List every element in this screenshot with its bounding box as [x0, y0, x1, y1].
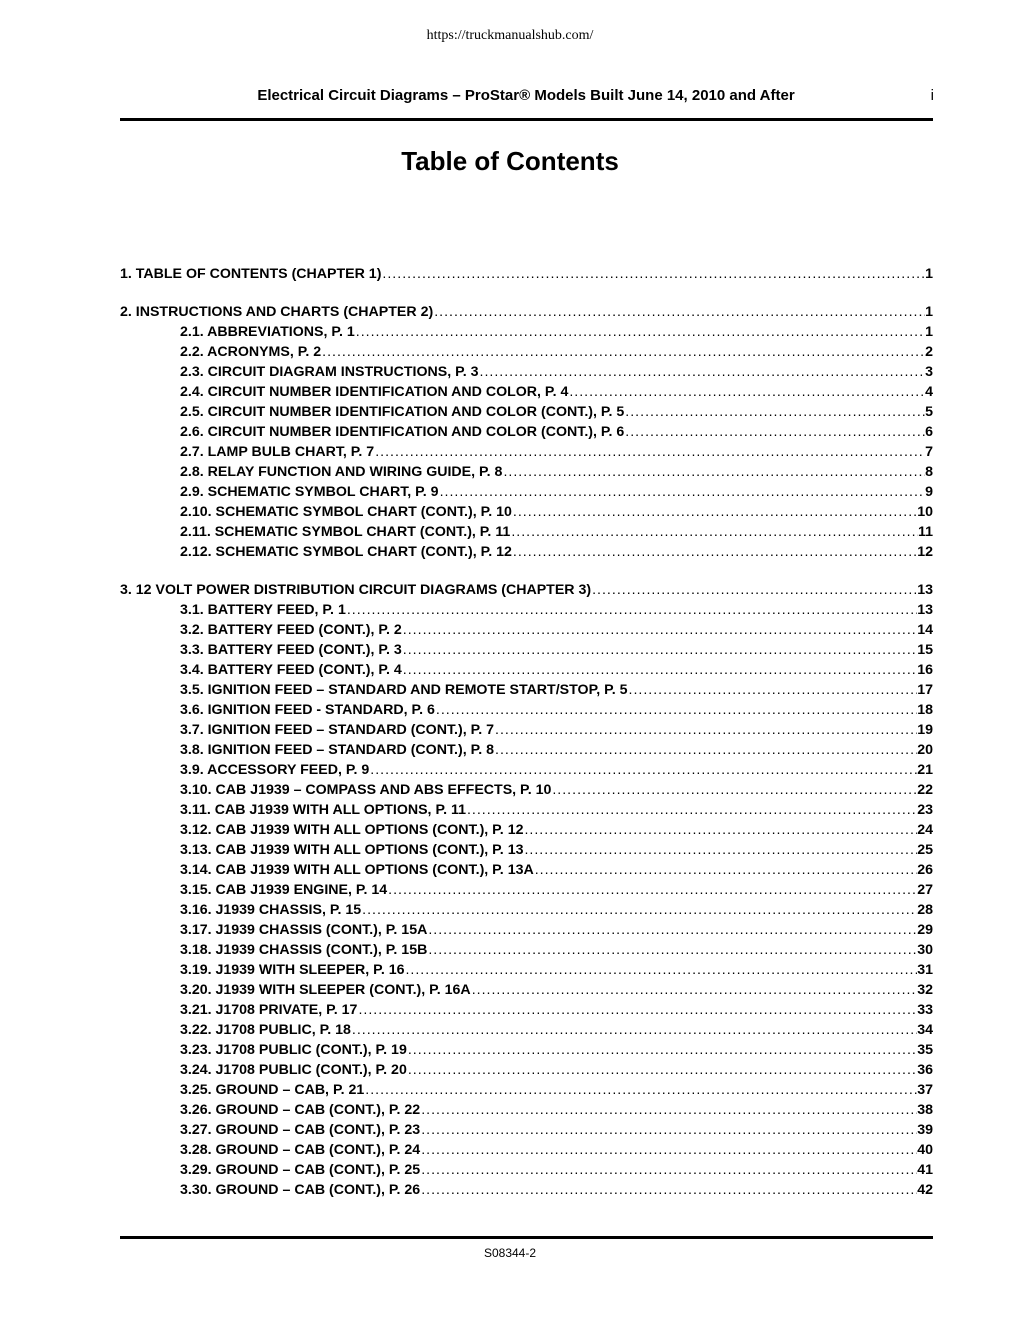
toc-section-entry-page: 21	[917, 762, 933, 778]
dot-leader	[374, 444, 925, 460]
dot-leader	[624, 424, 925, 440]
toc-section-entry[interactable]	[120, 782, 933, 802]
dot-leader	[523, 822, 917, 838]
dot-leader	[407, 1042, 917, 1058]
toc-section-entry-label: 3.4. BATTERY FEED (CONT.), P. 4	[180, 662, 402, 678]
toc-section-entry[interactable]	[120, 1142, 933, 1162]
toc-section-entry-page: 10	[917, 504, 933, 520]
toc-section-entry-page: 20	[917, 742, 933, 758]
toc-chapter-block	[120, 266, 933, 286]
dot-leader	[624, 404, 925, 420]
toc-section-entry[interactable]	[120, 942, 933, 962]
dot-leader	[420, 1122, 917, 1138]
toc-section-entry-label: 3.30. GROUND – CAB (CONT.), P. 26	[180, 1182, 421, 1198]
toc-section-entry-page: 3	[925, 364, 933, 380]
toc-section-entry-page: 29	[917, 922, 933, 938]
dot-leader	[523, 842, 917, 858]
toc-section-entry-label: 3.16. J1939 CHASSIS, P. 15	[180, 902, 362, 918]
toc-section-entry-label: 3.19. J1939 WITH SLEEPER, P. 16	[180, 962, 405, 978]
dot-leader	[355, 324, 925, 340]
toc-section-entry-page: 5	[925, 404, 933, 420]
toc-section-entry-label: 2.10. SCHEMATIC SYMBOL CHART (CONT.), P. 10	[180, 504, 512, 520]
toc-chapter-block	[120, 304, 933, 564]
dot-leader	[591, 582, 917, 598]
toc-section-entry-label: 3.27. GROUND – CAB (CONT.), P. 23	[180, 1122, 421, 1138]
toc-section-entry[interactable]	[120, 722, 933, 742]
toc-section-entry[interactable]	[120, 1002, 933, 1022]
dot-leader	[427, 942, 917, 958]
toc-section-entry-page: 40	[917, 1142, 933, 1158]
toc-section-entry-page: 41	[917, 1162, 933, 1178]
dot-leader	[357, 1002, 917, 1018]
toc-section-entry[interactable]	[120, 602, 933, 622]
toc-section-entry[interactable]	[120, 484, 933, 504]
dot-leader	[321, 344, 925, 360]
toc-chapter-entry-page: 1	[925, 266, 933, 282]
toc-section-entry-page: 11	[918, 524, 933, 540]
toc-section-entry-page: 33	[917, 1002, 933, 1018]
dot-leader	[346, 602, 917, 618]
toc-section-entry-label: 2.5. CIRCUIT NUMBER IDENTIFICATION AND COLOR (CONT.), P. 5	[180, 404, 625, 420]
toc-chapter-entry-label: 1. TABLE OF CONTENTS (CHAPTER 1)	[120, 266, 382, 282]
toc-section-entry-label: 3.17. J1939 CHASSIS (CONT.), P. 15A	[180, 922, 428, 938]
toc-section-entry-label: 2.11. SCHEMATIC SYMBOL CHART (CONT.), P. 11	[180, 524, 511, 540]
toc-section-entry-page: 9	[925, 484, 933, 500]
toc-section-entry-label: 3.3. BATTERY FEED (CONT.), P. 3	[180, 642, 402, 658]
dot-leader	[494, 722, 917, 738]
toc-section-entry[interactable]	[120, 802, 933, 822]
toc-section-entry-page: 37	[917, 1082, 933, 1098]
toc-section-entry[interactable]	[120, 642, 933, 662]
toc-section-entry-page: 25	[917, 842, 933, 858]
dot-leader	[369, 762, 917, 778]
toc-section-entry[interactable]	[120, 504, 933, 524]
toc-section-entry[interactable]	[120, 882, 933, 902]
toc-section-entry-page: 30	[917, 942, 933, 958]
toc-section-entry-label: 2.2. ACRONYMS, P. 2	[180, 344, 322, 360]
dot-leader	[420, 1142, 917, 1158]
toc-section-entry-label: 2.9. SCHEMATIC SYMBOL CHART, P. 9	[180, 484, 439, 500]
dot-leader	[407, 1062, 917, 1078]
dot-leader	[512, 504, 917, 520]
dot-leader	[404, 962, 917, 978]
toc-section-entry[interactable]	[120, 1182, 933, 1202]
toc-section-entry-label: 3.8. IGNITION FEED – STANDARD (CONT.), P. 8	[180, 742, 495, 758]
toc-section-entry[interactable]	[120, 1102, 933, 1122]
toc-section-entry-label: 3.9. ACCESSORY FEED, P. 9	[180, 762, 370, 778]
toc-section-entry-label: 3.13. CAB J1939 WITH ALL OPTIONS (CONT.), P. 13	[180, 842, 524, 858]
toc-section-entry-page: 14	[917, 622, 933, 638]
toc-section-entry-page: 24	[917, 822, 933, 838]
header-rule	[120, 118, 933, 121]
toc-section-entry-label: 3.2. BATTERY FEED (CONT.), P. 2	[180, 622, 402, 638]
toc-section-entry[interactable]	[120, 622, 933, 642]
dot-leader	[402, 642, 917, 658]
dot-leader	[439, 484, 926, 500]
dot-leader	[435, 702, 917, 718]
toc-section-entry-label: 3.28. GROUND – CAB (CONT.), P. 24	[180, 1142, 421, 1158]
toc-section-entry-page: 16	[917, 662, 933, 678]
dot-leader	[568, 384, 925, 400]
dot-leader	[512, 544, 917, 560]
toc-section-entry[interactable]	[120, 762, 933, 782]
toc-chapter-entry[interactable]	[120, 582, 933, 602]
toc-chapter-block	[120, 582, 933, 1202]
toc-section-entry[interactable]	[120, 344, 933, 364]
toc-section-entry-page: 22	[917, 782, 933, 798]
footer-document-code: S08344-2	[483, 1246, 537, 1260]
toc-section-entry[interactable]	[120, 1162, 933, 1182]
toc-section-entry-label: 2.3. CIRCUIT DIAGRAM INSTRUCTIONS, P. 3	[180, 364, 479, 380]
toc-section-entry-page: 31	[917, 962, 933, 978]
toc-section-entry[interactable]	[120, 1082, 933, 1102]
toc-section-entry-page: 28	[917, 902, 933, 918]
dot-leader	[387, 882, 917, 898]
toc-section-entry[interactable]	[120, 464, 933, 484]
toc-section-entry[interactable]	[120, 1042, 933, 1062]
toc-section-entry[interactable]	[120, 982, 933, 1002]
toc-section-entry[interactable]	[120, 962, 933, 982]
toc-section-entry-label: 3.29. GROUND – CAB (CONT.), P. 25	[180, 1162, 421, 1178]
dot-leader	[420, 1162, 917, 1178]
toc-section-entry-page: 13	[917, 602, 933, 618]
toc-section-entry-page: 35	[917, 1042, 933, 1058]
toc-section-entry-page: 4	[925, 384, 933, 400]
source-url[interactable]: https://truckmanualshub.com/	[426, 28, 594, 43]
toc-section-entry-label: 3.26. GROUND – CAB (CONT.), P. 22	[180, 1102, 421, 1118]
dot-leader	[510, 524, 918, 540]
toc-section-entry-page: 26	[917, 862, 933, 878]
toc-section-entry[interactable]	[120, 822, 933, 842]
dot-leader	[551, 782, 917, 798]
toc-chapter-entry-page: 1	[925, 304, 933, 320]
dot-leader	[364, 1082, 917, 1098]
toc-section-entry[interactable]	[120, 444, 933, 464]
toc-section-entry-label: 2.6. CIRCUIT NUMBER IDENTIFICATION AND COLOR (CONT.), P. 6	[180, 424, 625, 440]
toc-section-entry-label: 3.10. CAB J1939 – COMPASS AND ABS EFFECTS, P. 10	[180, 782, 552, 798]
toc-section-entry[interactable]	[120, 1022, 933, 1042]
header-page-number: i	[930, 87, 934, 104]
toc-section-entry-page: 12	[917, 544, 933, 560]
dot-leader	[402, 662, 917, 678]
toc-section-entry[interactable]	[120, 842, 933, 862]
toc-section-entry[interactable]	[120, 682, 933, 702]
dot-leader	[361, 902, 917, 918]
dot-leader	[628, 682, 918, 698]
toc-chapter-entry-page: 13	[917, 582, 933, 598]
toc-section-entry-label: 2.4. CIRCUIT NUMBER IDENTIFICATION AND COLOR, P. 4	[180, 384, 569, 400]
dot-leader	[466, 802, 917, 818]
toc-chapter-entry[interactable]	[120, 266, 933, 286]
toc-section-entry-label: 2.1. ABBREVIATIONS, P. 1	[180, 324, 355, 340]
toc-section-entry-label: 3.15. CAB J1939 ENGINE, P. 14	[180, 882, 388, 898]
toc-section-entry-page: 23	[917, 802, 933, 818]
toc-section-entry-label: 3.23. J1708 PUBLIC (CONT.), P. 19	[180, 1042, 407, 1058]
toc-section-entry-label: 2.7. LAMP BULB CHART, P. 7	[180, 444, 375, 460]
toc-section-entry-label: 3.24. J1708 PUBLIC (CONT.), P. 20	[180, 1062, 407, 1078]
toc-section-entry-page: 27	[917, 882, 933, 898]
toc-section-entry-page: 32	[917, 982, 933, 998]
dot-leader	[479, 364, 926, 380]
dot-leader	[427, 922, 917, 938]
toc-section-entry[interactable]	[120, 702, 933, 722]
dot-leader	[381, 266, 925, 282]
toc-section-entry-label: 3.21. J1708 PRIVATE, P. 17	[180, 1002, 358, 1018]
dot-leader	[351, 1022, 917, 1038]
table-of-contents	[120, 266, 933, 1220]
running-header-title: Electrical Circuit Diagrams – ProStar® Models Built June 14, 2010 and After	[257, 87, 795, 104]
dot-leader	[420, 1102, 917, 1118]
dot-leader	[433, 304, 925, 320]
toc-chapter-entry[interactable]	[120, 304, 933, 324]
toc-chapter-entry-label: 3. 12 VOLT POWER DISTRIBUTION CIRCUIT DIAGRAMS (CHAPTER 3)	[120, 582, 592, 598]
toc-chapter-entry-label: 2. INSTRUCTIONS AND CHARTS (CHAPTER 2)	[120, 304, 434, 320]
toc-section-entry-page: 8	[925, 464, 933, 480]
dot-leader	[420, 1182, 917, 1198]
toc-section-entry[interactable]	[120, 1062, 933, 1082]
dot-leader	[471, 982, 918, 998]
toc-section-entry[interactable]	[120, 524, 933, 544]
toc-section-entry-page: 1	[925, 324, 933, 340]
page-title: Table of Contents	[401, 146, 619, 176]
toc-section-entry-label: 2.12. SCHEMATIC SYMBOL CHART (CONT.), P. 12	[180, 544, 512, 560]
toc-section-entry-page: 2	[925, 344, 933, 360]
toc-section-entry[interactable]	[120, 1122, 933, 1142]
toc-section-entry-page: 15	[917, 642, 933, 658]
toc-section-entry-page: 6	[925, 424, 933, 440]
toc-section-entry-label: 3.25. GROUND – CAB, P. 21	[180, 1082, 365, 1098]
toc-section-entry-page: 42	[917, 1182, 933, 1198]
toc-section-entry[interactable]	[120, 404, 933, 424]
toc-section-entry-label: 3.11. CAB J1939 WITH ALL OPTIONS, P. 11	[180, 802, 466, 818]
toc-section-entry[interactable]	[120, 424, 933, 444]
toc-section-entry-page: 7	[925, 444, 933, 460]
dot-leader	[494, 742, 917, 758]
toc-section-entry[interactable]	[120, 544, 933, 564]
toc-section-entry[interactable]	[120, 902, 933, 922]
dot-leader	[502, 464, 925, 480]
toc-section-entry[interactable]	[120, 742, 933, 762]
footer-rule	[120, 1236, 933, 1239]
toc-section-entry[interactable]	[120, 662, 933, 682]
toc-section-entry-page: 19	[917, 722, 933, 738]
toc-section-entry-label: 3.14. CAB J1939 WITH ALL OPTIONS (CONT.), P. 13A	[180, 862, 534, 878]
toc-section-entry-label: 3.1. BATTERY FEED, P. 1	[180, 602, 346, 618]
toc-section-entry-page: 17	[917, 682, 933, 698]
toc-section-entry-page: 38	[917, 1102, 933, 1118]
toc-section-entry-page: 36	[917, 1062, 933, 1078]
toc-section-entry-label: 3.6. IGNITION FEED - STANDARD, P. 6	[180, 702, 435, 718]
dot-leader	[402, 622, 917, 638]
dot-leader	[534, 862, 917, 878]
toc-section-entry-label: 3.20. J1939 WITH SLEEPER (CONT.), P. 16A	[180, 982, 471, 998]
toc-section-entry-page: 39	[917, 1122, 933, 1138]
toc-section-entry-page: 34	[917, 1022, 933, 1038]
toc-section-entry-label: 3.18. J1939 CHASSIS (CONT.), P. 15B	[180, 942, 428, 958]
toc-section-entry[interactable]	[120, 364, 933, 384]
toc-section-entry[interactable]	[120, 324, 933, 344]
toc-section-entry-label: 3.7. IGNITION FEED – STANDARD (CONT.), P. 7	[180, 722, 495, 738]
toc-section-entry-label: 3.22. J1708 PUBLIC, P. 18	[180, 1022, 351, 1038]
toc-section-entry[interactable]	[120, 384, 933, 404]
toc-section-entry[interactable]	[120, 862, 933, 882]
toc-section-entry-label: 3.5. IGNITION FEED – STANDARD AND REMOTE START/STOP, P. 5	[180, 682, 628, 698]
toc-section-entry[interactable]	[120, 922, 933, 942]
toc-section-entry-label: 2.8. RELAY FUNCTION AND WIRING GUIDE, P. 8	[180, 464, 503, 480]
toc-section-entry-label: 3.12. CAB J1939 WITH ALL OPTIONS (CONT.), P. 12	[180, 822, 524, 838]
toc-section-entry-page: 18	[917, 702, 933, 718]
